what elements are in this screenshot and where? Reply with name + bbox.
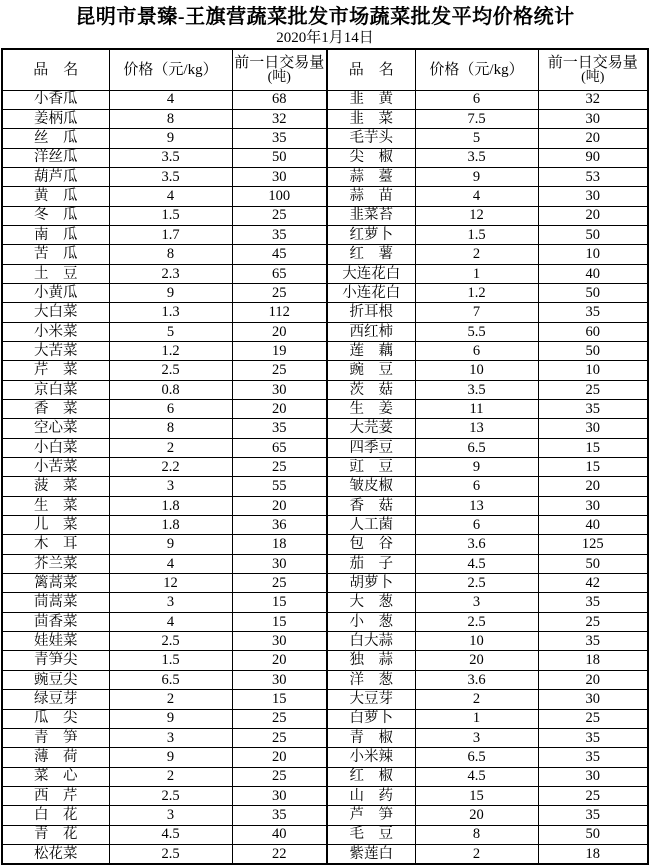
price-cell: 13	[415, 419, 538, 438]
product-name-cell: 胡萝卜	[327, 574, 415, 593]
volume-cell: 30	[538, 690, 648, 709]
price-cell: 4.5	[109, 825, 232, 844]
table-row	[2, 574, 648, 593]
product-name-cell: 篱蒿菜	[2, 574, 109, 593]
volume-cell: 30	[538, 109, 648, 128]
price-cell: 9	[109, 535, 232, 554]
header-volume-left-line2: (吨)	[267, 69, 291, 85]
volume-cell: 15	[538, 458, 648, 477]
volume-cell: 18	[538, 844, 648, 863]
table-row	[2, 632, 648, 651]
table-row	[2, 264, 648, 283]
product-name-cell: 西红柿	[327, 322, 415, 341]
product-name-cell: 莲 藕	[327, 341, 415, 360]
product-name-cell: 红萝卜	[327, 225, 415, 244]
volume-cell: 15	[232, 612, 327, 631]
volume-cell: 30	[232, 632, 327, 651]
price-cell: 6	[415, 341, 538, 360]
header-volume-right-line2: (吨)	[581, 69, 605, 85]
volume-cell: 20	[538, 129, 648, 148]
volume-cell: 35	[232, 806, 327, 825]
volume-cell: 32	[232, 109, 327, 128]
price-cell: 3.6	[415, 535, 538, 554]
volume-cell: 45	[232, 245, 327, 264]
volume-cell: 35	[538, 806, 648, 825]
product-name-cell: 小米菜	[2, 322, 109, 341]
header-volume-right	[538, 49, 648, 90]
price-cell: 1.7	[109, 225, 232, 244]
price-table	[1, 48, 649, 865]
price-cell: 2	[109, 690, 232, 709]
volume-cell: 35	[538, 748, 648, 767]
volume-cell: 25	[232, 361, 327, 380]
product-name-cell: 洋丝瓜	[2, 148, 109, 167]
price-cell: 8	[109, 109, 232, 128]
product-name-cell: 青笋尖	[2, 651, 109, 670]
volume-cell: 50	[538, 341, 648, 360]
volume-cell: 40	[232, 825, 327, 844]
volume-cell: 19	[232, 341, 327, 360]
table-header	[2, 49, 648, 90]
header-name-right: 品 名	[327, 49, 415, 90]
product-name-cell: 青 花	[2, 825, 109, 844]
product-name-cell: 洋 葱	[327, 670, 415, 689]
volume-cell: 25	[232, 574, 327, 593]
product-name-cell: 绿豆芽	[2, 690, 109, 709]
product-name-cell: 蒜 薹	[327, 167, 415, 186]
table-row	[2, 670, 648, 689]
volume-cell: 22	[232, 844, 327, 863]
volume-cell: 20	[538, 206, 648, 225]
product-name-cell: 芹 菜	[2, 361, 109, 380]
product-name-cell: 芥兰菜	[2, 554, 109, 573]
product-name-cell: 西 芹	[2, 786, 109, 805]
price-cell: 1.3	[109, 303, 232, 322]
price-cell: 2.3	[109, 264, 232, 283]
table-row	[2, 806, 648, 825]
volume-cell: 25	[232, 728, 327, 747]
product-name-cell: 韭菜苔	[327, 206, 415, 225]
product-name-cell: 小连花白	[327, 283, 415, 302]
volume-cell: 18	[232, 535, 327, 554]
header-name-left: 品 名	[2, 49, 109, 90]
product-name-cell: 青 笋	[2, 728, 109, 747]
volume-cell: 30	[232, 554, 327, 573]
table-row	[2, 554, 648, 573]
volume-cell: 50	[538, 283, 648, 302]
price-cell: 1.5	[109, 206, 232, 225]
table-row	[2, 206, 648, 225]
product-name-cell: 香 菜	[2, 400, 109, 419]
table-row	[2, 148, 648, 167]
volume-cell: 20	[232, 400, 327, 419]
price-cell: 2	[109, 767, 232, 786]
price-cell: 6	[109, 400, 232, 419]
price-cell: 6	[415, 90, 538, 109]
price-cell: 2.5	[109, 361, 232, 380]
volume-cell: 25	[232, 206, 327, 225]
product-name-cell: 姜柄瓜	[2, 109, 109, 128]
volume-cell: 42	[538, 574, 648, 593]
volume-cell: 20	[232, 748, 327, 767]
price-cell: 6.5	[109, 670, 232, 689]
volume-cell: 35	[538, 303, 648, 322]
price-cell: 13	[415, 496, 538, 515]
price-cell: 10	[415, 632, 538, 651]
volume-cell: 50	[538, 825, 648, 844]
table-row	[2, 225, 648, 244]
product-name-cell: 空心菜	[2, 419, 109, 438]
header-volume-left	[232, 49, 327, 90]
price-cell: 3.5	[415, 380, 538, 399]
product-name-cell: 青 椒	[327, 728, 415, 747]
volume-cell: 32	[538, 90, 648, 109]
product-name-cell: 茼蒿菜	[2, 593, 109, 612]
price-cell: 3.5	[109, 167, 232, 186]
price-cell: 4.5	[415, 554, 538, 573]
price-cell: 4	[109, 554, 232, 573]
header-volume-right-line1: 前一日交易量	[547, 54, 638, 71]
volume-cell: 35	[232, 129, 327, 148]
volume-cell: 25	[232, 767, 327, 786]
table-row	[2, 419, 648, 438]
price-cell: 2.5	[109, 632, 232, 651]
product-name-cell: 豌 豆	[327, 361, 415, 380]
price-cell: 5	[109, 322, 232, 341]
price-cell: 2	[109, 438, 232, 457]
table-row	[2, 187, 648, 206]
price-cell: 1.5	[109, 651, 232, 670]
price-cell: 5.5	[415, 322, 538, 341]
product-name-cell: 小 葱	[327, 612, 415, 631]
price-cell: 3	[109, 806, 232, 825]
volume-cell: 65	[232, 438, 327, 457]
table-row	[2, 593, 648, 612]
volume-cell: 30	[232, 167, 327, 186]
volume-cell: 90	[538, 148, 648, 167]
price-cell: 4	[109, 90, 232, 109]
price-cell: 3.5	[109, 148, 232, 167]
price-cell: 4	[109, 187, 232, 206]
product-name-cell: 松花菜	[2, 844, 109, 863]
price-cell: 2	[415, 844, 538, 863]
price-cell: 8	[109, 245, 232, 264]
product-name-cell: 儿 菜	[2, 516, 109, 535]
header-price-right: 价格（元/kg）	[415, 49, 538, 90]
header-volume-left-line1: 前一日交易量	[234, 54, 325, 71]
table-row	[2, 477, 648, 496]
price-cell: 9	[109, 129, 232, 148]
price-cell: 0.8	[109, 380, 232, 399]
product-name-cell: 小黄瓜	[2, 283, 109, 302]
table-row	[2, 844, 648, 863]
table-row	[2, 496, 648, 515]
volume-cell: 60	[538, 322, 648, 341]
product-name-cell: 生 姜	[327, 400, 415, 419]
volume-cell: 25	[538, 709, 648, 728]
volume-cell: 25	[232, 709, 327, 728]
product-name-cell: 红 椒	[327, 767, 415, 786]
product-name-cell: 大苦菜	[2, 341, 109, 360]
price-cell: 6.5	[415, 748, 538, 767]
product-name-cell: 冬 瓜	[2, 206, 109, 225]
volume-cell: 35	[538, 632, 648, 651]
volume-cell: 112	[232, 303, 327, 322]
product-name-cell: 薄 荷	[2, 748, 109, 767]
price-cell: 2.5	[109, 844, 232, 863]
product-name-cell: 紫莲白	[327, 844, 415, 863]
volume-cell: 10	[538, 361, 648, 380]
table-row	[2, 728, 648, 747]
price-cell: 8	[109, 419, 232, 438]
table-row	[2, 129, 648, 148]
volume-cell: 30	[232, 786, 327, 805]
price-cell: 1	[415, 709, 538, 728]
price-cell: 9	[109, 709, 232, 728]
product-name-cell: 京白菜	[2, 380, 109, 399]
product-name-cell: 大连花白	[327, 264, 415, 283]
product-name-cell: 大豆芽	[327, 690, 415, 709]
product-name-cell: 香 菇	[327, 496, 415, 515]
product-name-cell: 菜 心	[2, 767, 109, 786]
price-cell: 11	[415, 400, 538, 419]
price-cell: 15	[415, 786, 538, 805]
price-cell: 2	[415, 690, 538, 709]
volume-cell: 40	[538, 516, 648, 535]
price-cell: 8	[415, 825, 538, 844]
volume-cell: 40	[538, 264, 648, 283]
volume-cell: 25	[538, 612, 648, 631]
price-cell: 3.6	[415, 670, 538, 689]
product-name-cell: 大白菜	[2, 303, 109, 322]
product-name-cell: 茄 子	[327, 554, 415, 573]
price-cell: 9	[109, 748, 232, 767]
product-name-cell: 尖 椒	[327, 148, 415, 167]
product-name-cell: 小苦菜	[2, 458, 109, 477]
price-cell: 20	[415, 806, 538, 825]
product-name-cell: 豇 豆	[327, 458, 415, 477]
table-row	[2, 612, 648, 631]
price-cell: 2.5	[415, 574, 538, 593]
table-row	[2, 516, 648, 535]
product-name-cell: 芦 笋	[327, 806, 415, 825]
price-cell: 3	[109, 593, 232, 612]
product-name-cell: 毛芋头	[327, 129, 415, 148]
table-row	[2, 825, 648, 844]
price-cell: 1.2	[109, 341, 232, 360]
product-name-cell: 独 蒜	[327, 651, 415, 670]
product-name-cell: 折耳根	[327, 303, 415, 322]
product-name-cell: 生 菜	[2, 496, 109, 515]
price-cell: 10	[415, 361, 538, 380]
table-row	[2, 786, 648, 805]
volume-cell: 20	[232, 322, 327, 341]
table-row	[2, 361, 648, 380]
product-name-cell: 韭 黄	[327, 90, 415, 109]
volume-cell: 18	[538, 651, 648, 670]
product-name-cell: 南 瓜	[2, 225, 109, 244]
page-title: 昆明市景臻-王旗营蔬菜批发市场蔬菜批发平均价格统计	[75, 6, 575, 28]
volume-cell: 20	[538, 670, 648, 689]
product-name-cell: 四季豆	[327, 438, 415, 457]
product-name-cell: 山 药	[327, 786, 415, 805]
table-row	[2, 90, 648, 109]
volume-cell: 50	[538, 225, 648, 244]
product-name-cell: 小米辣	[327, 748, 415, 767]
volume-cell: 35	[538, 400, 648, 419]
table-row	[2, 651, 648, 670]
volume-cell: 50	[232, 148, 327, 167]
price-cell: 1.2	[415, 283, 538, 302]
product-name-cell: 娃娃菜	[2, 632, 109, 651]
price-cell: 2.5	[109, 786, 232, 805]
volume-cell: 25	[538, 380, 648, 399]
volume-cell: 36	[232, 516, 327, 535]
price-cell: 6	[415, 477, 538, 496]
volume-cell: 10	[538, 245, 648, 264]
product-name-cell: 木 耳	[2, 535, 109, 554]
volume-cell: 30	[538, 767, 648, 786]
volume-cell: 35	[232, 419, 327, 438]
price-cell: 3.5	[415, 148, 538, 167]
product-name-cell: 白萝卜	[327, 709, 415, 728]
price-cell: 7.5	[415, 109, 538, 128]
volume-cell: 35	[538, 593, 648, 612]
product-name-cell: 葫芦瓜	[2, 167, 109, 186]
volume-cell: 25	[538, 786, 648, 805]
volume-cell: 30	[538, 496, 648, 515]
price-cell: 9	[415, 167, 538, 186]
table-row	[2, 283, 648, 302]
volume-cell: 35	[538, 728, 648, 747]
volume-cell: 20	[232, 496, 327, 515]
product-name-cell: 包 谷	[327, 535, 415, 554]
price-cell: 12	[415, 206, 538, 225]
product-name-cell: 韭 菜	[327, 109, 415, 128]
table-row	[2, 709, 648, 728]
table-row	[2, 535, 648, 554]
volume-cell: 53	[538, 167, 648, 186]
table-row	[2, 167, 648, 186]
volume-cell: 15	[232, 593, 327, 612]
price-cell: 1	[415, 264, 538, 283]
price-cell: 2.5	[415, 612, 538, 631]
price-cell: 7	[415, 303, 538, 322]
product-name-cell: 土 豆	[2, 264, 109, 283]
product-name-cell: 豌豆尖	[2, 670, 109, 689]
price-cell: 9	[109, 283, 232, 302]
product-name-cell: 菠 菜	[2, 477, 109, 496]
table-row	[2, 767, 648, 786]
table-row	[2, 438, 648, 457]
product-name-cell: 毛 豆	[327, 825, 415, 844]
volume-cell: 68	[232, 90, 327, 109]
volume-cell: 15	[232, 690, 327, 709]
volume-cell: 100	[232, 187, 327, 206]
table-row	[2, 748, 648, 767]
table-row	[2, 245, 648, 264]
price-cell: 1.8	[109, 516, 232, 535]
volume-cell: 15	[538, 438, 648, 457]
price-cell: 2	[415, 245, 538, 264]
table-row	[2, 690, 648, 709]
price-cell: 5	[415, 129, 538, 148]
product-name-cell: 大 葱	[327, 593, 415, 612]
product-name-cell: 小白菜	[2, 438, 109, 457]
product-name-cell: 茴香菜	[2, 612, 109, 631]
volume-cell: 35	[232, 225, 327, 244]
price-cell: 6.5	[415, 438, 538, 457]
product-name-cell: 瓜 尖	[2, 709, 109, 728]
product-name-cell: 茨 菇	[327, 380, 415, 399]
volume-cell: 125	[538, 535, 648, 554]
product-name-cell: 白 花	[2, 806, 109, 825]
volume-cell: 30	[538, 419, 648, 438]
product-name-cell: 蒜 苗	[327, 187, 415, 206]
volume-cell: 25	[232, 283, 327, 302]
product-name-cell: 人工菌	[327, 516, 415, 535]
header-row	[2, 49, 648, 90]
volume-cell: 30	[538, 187, 648, 206]
table-row	[2, 303, 648, 322]
product-name-cell: 苦 瓜	[2, 245, 109, 264]
volume-cell: 20	[538, 477, 648, 496]
price-cell: 9	[415, 458, 538, 477]
table-row	[2, 109, 648, 128]
table-row	[2, 380, 648, 399]
table-row	[2, 400, 648, 419]
volume-cell: 55	[232, 477, 327, 496]
price-cell: 2.2	[109, 458, 232, 477]
product-name-cell: 小香瓜	[2, 90, 109, 109]
table-row	[2, 458, 648, 477]
price-cell: 3	[109, 728, 232, 747]
volume-cell: 25	[232, 458, 327, 477]
volume-cell: 20	[232, 651, 327, 670]
price-cell: 3	[415, 728, 538, 747]
table-row	[2, 322, 648, 341]
product-name-cell: 大芫荽	[327, 419, 415, 438]
product-name-cell: 白大蒜	[327, 632, 415, 651]
price-cell: 4	[415, 187, 538, 206]
price-cell: 3	[109, 477, 232, 496]
header-price-left: 价格（元/kg）	[109, 49, 232, 90]
volume-cell: 65	[232, 264, 327, 283]
price-cell: 20	[415, 651, 538, 670]
volume-cell: 50	[538, 554, 648, 573]
volume-cell: 30	[232, 670, 327, 689]
volume-cell: 30	[232, 380, 327, 399]
price-cell: 1.8	[109, 496, 232, 515]
price-cell: 12	[109, 574, 232, 593]
price-cell: 4.5	[415, 767, 538, 786]
price-cell: 4	[109, 612, 232, 631]
price-cell: 6	[415, 516, 538, 535]
table-row	[2, 341, 648, 360]
product-name-cell: 红 薯	[327, 245, 415, 264]
product-name-cell: 丝 瓜	[2, 129, 109, 148]
price-cell: 1.5	[415, 225, 538, 244]
price-cell: 3	[415, 593, 538, 612]
product-name-cell: 黄 瓜	[2, 187, 109, 206]
report-date: 2020年1月14日	[276, 30, 374, 46]
table-body	[2, 90, 648, 864]
product-name-cell: 皱皮椒	[327, 477, 415, 496]
